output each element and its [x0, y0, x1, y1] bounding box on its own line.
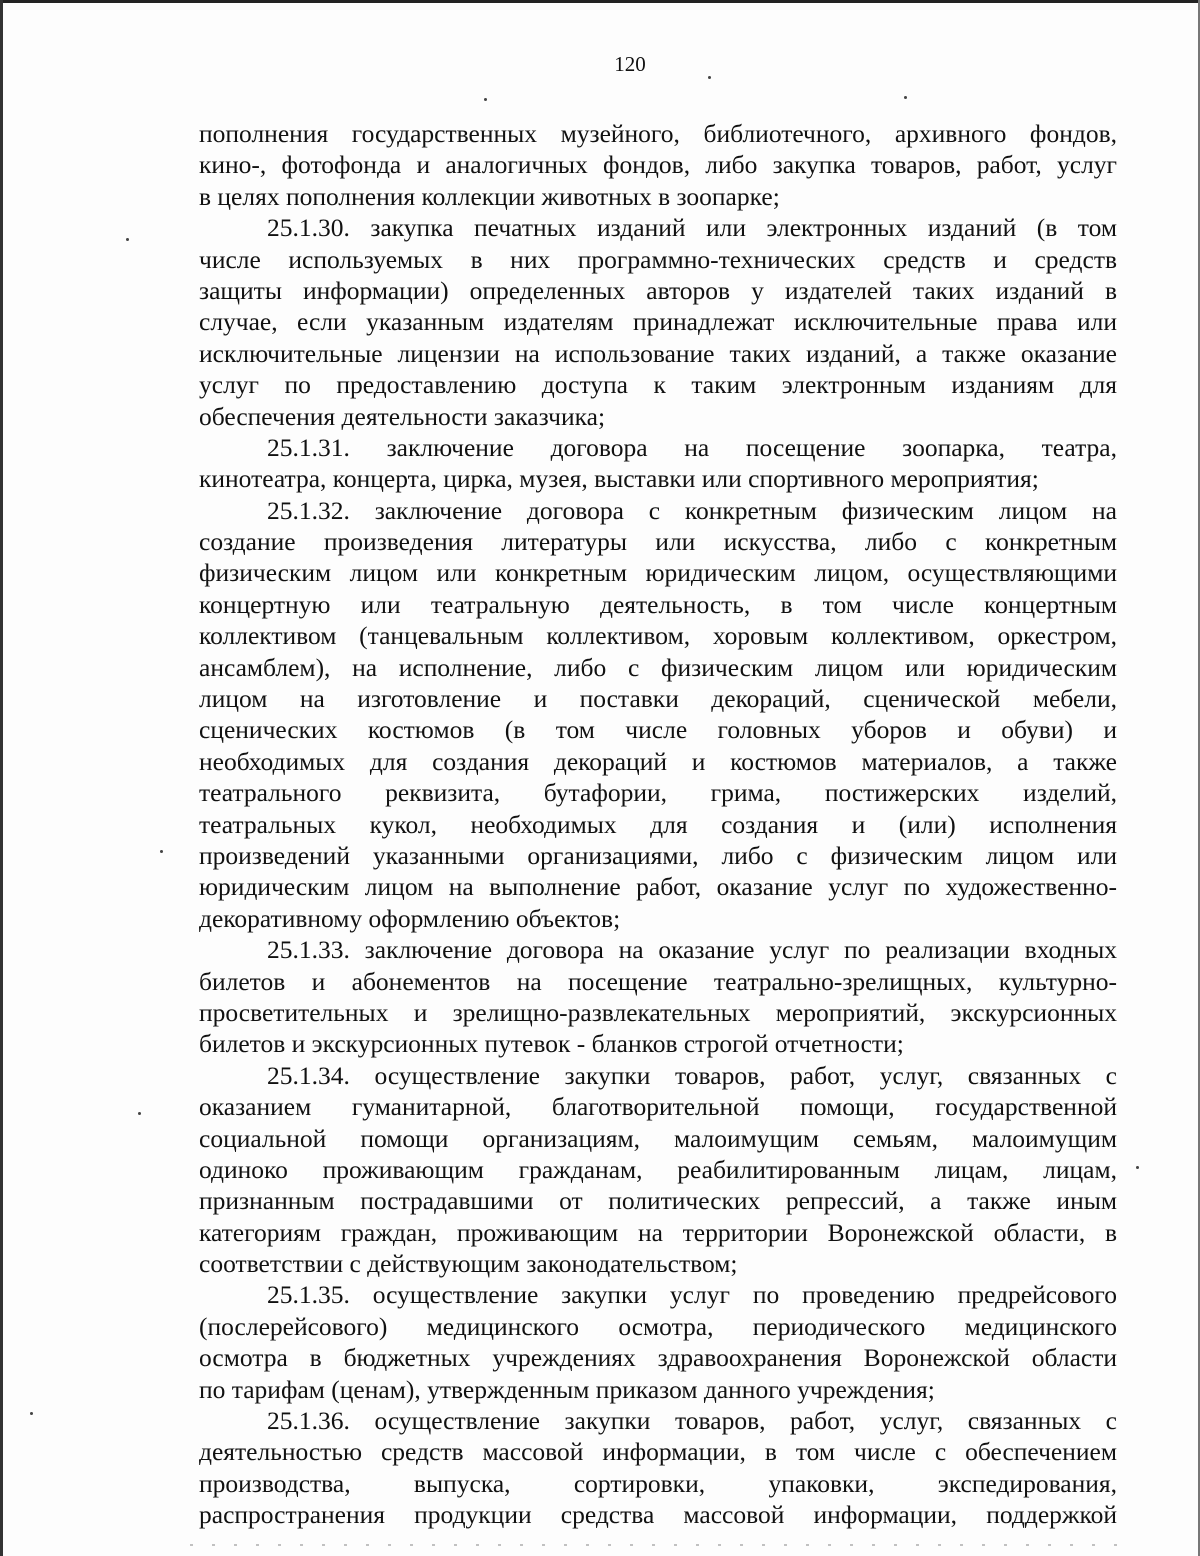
text-line: защиты информации) определенных авторов у издателей таких изданий в — [199, 275, 1117, 305]
text-line: театрального реквизита, бутафории, грима, постижерских изделий, — [199, 778, 1117, 808]
text-line: соответствии с действующим законодательством; — [199, 1249, 738, 1279]
text-line: ансамблем), на исполнение, либо с физическим лицом или юридическим — [199, 652, 1117, 682]
text-line: коллективом (танцевальным коллективом, хоровым коллективом, оркестром, — [199, 621, 1117, 651]
text-line: создание произведения литературы или искусства, либо с конкретным — [199, 527, 1117, 557]
scan-speck — [160, 850, 163, 853]
text-line: (послерейсового) медицинского осмотра, периодического медицинского — [199, 1311, 1117, 1341]
text-line: 25.1.32. заключение договора с конкретным физическим лицом на — [267, 495, 1117, 525]
text-line: 25.1.34. осуществление закупки товаров, работ, услуг, связанных с — [267, 1060, 1117, 1090]
scan-edge-top — [0, 0, 1200, 3]
text-line: физическим лицом или конкретным юридическим лицом, осуществляющими — [199, 558, 1117, 588]
text-line: 25.1.30. закупка печатных изданий или электронных изданий (в том — [267, 213, 1117, 243]
scan-edge-left — [0, 0, 3, 1556]
text-line: декоративному оформлению объектов; — [199, 903, 621, 933]
text-line: производства, выпуска, сортировки, упаковки, экспедирования, — [199, 1468, 1117, 1498]
text-line: просветительных и зрелищно-развлекательных мероприятий, экскурсионных — [199, 997, 1117, 1027]
scan-speck — [708, 76, 711, 79]
scan-speck — [126, 238, 129, 241]
text-line: одиноко проживающим гражданам, реабилитированным лицам, лицам, — [199, 1154, 1117, 1184]
text-line: категориям граждан, проживающим на территории Воронежской области, в — [199, 1217, 1117, 1247]
scan-speck — [484, 98, 487, 101]
text-line: кино-, фотофонда и аналогичных фондов, либо закупка товаров, работ, услуг — [199, 150, 1117, 180]
scan-bottom-artifacts — [190, 1544, 1120, 1546]
text-line: 25.1.31. заключение договора на посещение зоопарка, театра, — [267, 432, 1117, 462]
scan-speck — [138, 1112, 141, 1115]
text-line: пополнения государственных музейного, библиотечного, архивного фондов, — [199, 119, 1117, 148]
text-line: случае, если указанным издателям принадлежат исключительные права или — [199, 307, 1117, 337]
text-line: юридическим лицом на выполнение работ, оказание услуг по художественно- — [199, 872, 1117, 902]
text-line: концертную или театральную деятельность, в том числе концертным — [199, 589, 1117, 619]
text-line: билетов и абонементов на посещение театрально-зрелищных, культурно- — [199, 966, 1117, 996]
text-line: сценических костюмов (в том числе головных уборов и обуви) и — [199, 715, 1117, 745]
text-line: лицом на изготовление и поставки декораций, сценической мебели, — [199, 684, 1117, 714]
text-line: кинотеатра, концерта, цирка, музея, выставки или спортивного мероприятия; — [199, 464, 1039, 494]
text-line: 25.1.35. осуществление закупки услуг по проведению предрейсового — [267, 1280, 1117, 1310]
scan-speck — [1136, 1166, 1139, 1169]
text-line: услуг по предоставлению доступа к таким электронным изданиям для — [199, 370, 1117, 400]
text-line: числе используемых в них программно-технических средств и средств — [199, 244, 1117, 274]
text-line: 25.1.33. заключение договора на оказание услуг по реализации входных — [267, 935, 1117, 965]
document-body — [199, 118, 1117, 1531]
scan-speck — [30, 1412, 33, 1415]
text-line: в целях пополнения коллекции животных в зоопарке; — [199, 181, 780, 211]
page-number: 120 — [614, 52, 646, 76]
text-line: необходимых для создания декораций и костюмов материалов, а также — [199, 746, 1117, 776]
text-line: оказанием гуманитарной, благотворительной помощи, государственной — [199, 1092, 1117, 1122]
text-line: произведений указанными организациями, либо с физическим лицом или — [199, 840, 1117, 870]
text-line: исключительные лицензии на использование таких изданий, а также оказание — [199, 338, 1117, 368]
text-line: социальной помощи организациям, малоимущим семьям, малоимущим — [199, 1123, 1117, 1153]
text-line: деятельностью средств массовой информации, в том числе с обеспечением — [199, 1437, 1117, 1467]
text-line: распространения продукции средства массовой информации, поддержкой — [199, 1500, 1117, 1530]
text-line: осмотра в бюджетных учреждениях здравоохранения Воронежской области — [199, 1343, 1117, 1373]
text-line: признанным пострадавшими от политических репрессий, а также иным — [199, 1186, 1117, 1216]
scan-speck — [904, 96, 907, 99]
text-line: билетов и экскурсионных путевок - бланков строгой отчетности; — [199, 1029, 904, 1059]
text-line: обеспечения деятельности заказчика; — [199, 401, 606, 431]
text-line: театральных кукол, необходимых для создания и (или) исполнения — [199, 809, 1117, 839]
text-line: 25.1.36. осуществление закупки товаров, работ, услуг, связанных с — [267, 1406, 1117, 1436]
text-line: по тарифам (ценам), утвержденным приказом данного учреждения; — [199, 1374, 935, 1404]
